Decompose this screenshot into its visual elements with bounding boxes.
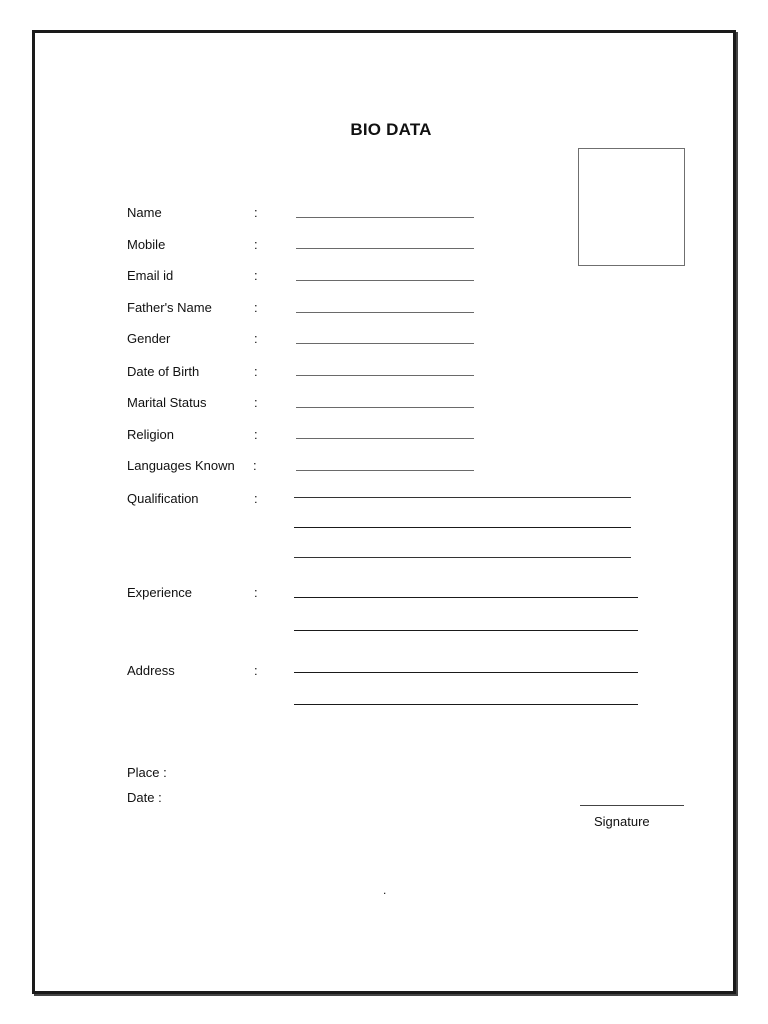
languages-field[interactable] xyxy=(296,470,474,471)
gender-label: Gender xyxy=(127,331,171,346)
qualification-line-3[interactable] xyxy=(294,557,631,558)
photo-box[interactable] xyxy=(578,148,685,266)
dob-field[interactable] xyxy=(296,375,474,376)
languages-label: Languages Known xyxy=(127,458,235,473)
page-dot: . xyxy=(383,883,387,897)
address-line-1[interactable] xyxy=(294,672,638,673)
marital-status-field[interactable] xyxy=(296,407,474,408)
qualification-colon: : xyxy=(254,491,258,506)
religion-label: Religion xyxy=(127,427,174,442)
signature-line[interactable] xyxy=(580,805,684,806)
email-colon: : xyxy=(254,268,258,283)
experience-colon: : xyxy=(254,585,258,600)
email-field[interactable] xyxy=(296,280,474,281)
qualification-line-1[interactable] xyxy=(294,497,631,498)
page-title: BIO DATA xyxy=(350,120,432,139)
mobile-label: Mobile xyxy=(127,237,166,252)
languages-colon: : xyxy=(253,458,257,473)
marital-status-colon: : xyxy=(254,395,258,410)
father-name-label: Father's Name xyxy=(127,300,212,315)
signature-label: Signature xyxy=(594,814,650,829)
religion-colon: : xyxy=(254,427,258,442)
address-line-2[interactable] xyxy=(294,704,638,705)
experience-line-2[interactable] xyxy=(294,630,638,631)
marital-status-label: Marital Status xyxy=(127,395,207,410)
address-colon: : xyxy=(254,663,258,678)
dob-label: Date of Birth xyxy=(127,364,200,379)
address-label: Address xyxy=(127,663,175,678)
father-name-colon: : xyxy=(254,300,258,315)
name-field[interactable] xyxy=(296,217,474,218)
mobile-field[interactable] xyxy=(296,248,474,249)
name-label: Name xyxy=(127,205,162,220)
email-label: Email id xyxy=(127,268,174,283)
name-colon: : xyxy=(254,205,258,220)
religion-field[interactable] xyxy=(296,438,474,439)
qualification-line-2[interactable] xyxy=(294,527,631,528)
place-label: Place : xyxy=(127,765,167,780)
mobile-colon: : xyxy=(254,237,258,252)
experience-line-1[interactable] xyxy=(294,597,638,598)
qualification-label: Qualification xyxy=(127,491,199,506)
experience-label: Experience xyxy=(127,585,193,600)
gender-colon: : xyxy=(254,331,258,346)
gender-field[interactable] xyxy=(296,343,474,344)
father-name-field[interactable] xyxy=(296,312,474,313)
dob-colon: : xyxy=(254,364,258,379)
date-label: Date : xyxy=(127,790,162,805)
